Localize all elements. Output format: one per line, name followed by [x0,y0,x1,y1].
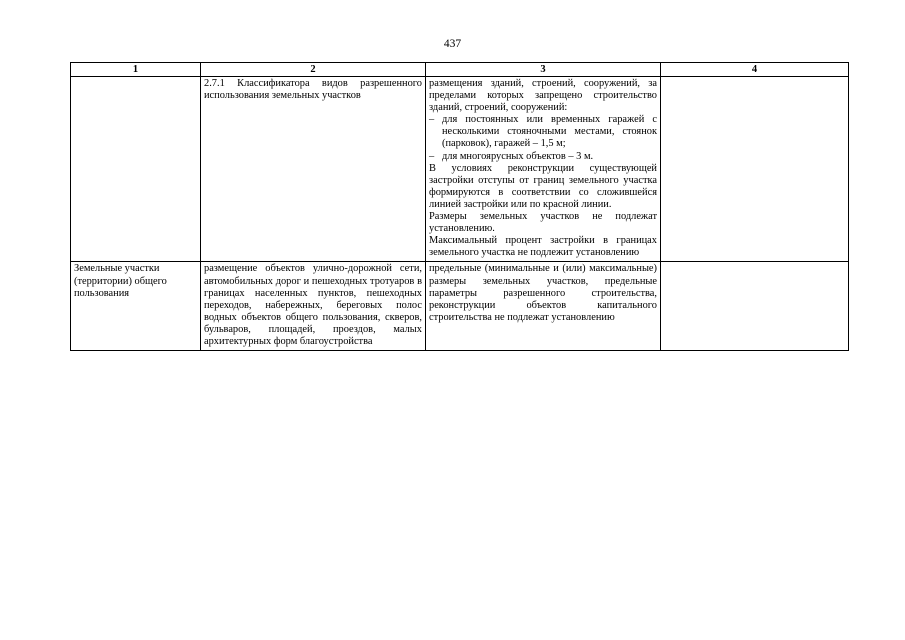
regulations-table [70,62,849,351]
row1-col3-paragraph: В условиях реконструкции существующей застройки отступы от границ земельного участка формируются в соответствии со сложившейся линией застройки или по красной линии. [429,162,657,210]
table-row [71,262,849,351]
header-col-2: 2 [201,63,426,77]
list-item: – для постоянных или временных гаражей с несколькими стояночными местами, стоянок (парковок), гаражей – 1,5 м; [429,114,657,150]
row1-col1-cell [71,77,201,262]
row1-col3-bullet-list [429,114,657,162]
row2-col2-cell: размещение объектов улично-дорожной сети, автомобильных дорог и пешеходных тротуаров в границах населенных пунктов, пешеходных переходов, набережных, береговых полос водных объектов общего пользования, скверов, бульваров, площадей, проездов, малых архитектурных форм благоустройства [201,262,426,351]
table-row [71,77,849,262]
list-item: – для многоярусных объектов – 3 м. [429,151,657,163]
row2-col3-cell: предельные (минимальные и (или) максимальные) размеры земельных участков, предельные параметры разрешенного строительства, реконструкции объектов капитального строительства не подлежат установлению [426,262,661,351]
table-header [71,63,849,77]
page-number: 437 [443,38,462,50]
row2-col1-cell: Земельные участки (территории) общего пользования [71,262,201,351]
row1-col3-paragraph: Максимальный процент застройки в границах земельного участка не подлежит установлению [429,235,657,259]
row1-col3-paragraph: Размеры земельных участков не подлежат установлению. [429,211,657,235]
row1-col3-intro: размещения зданий, строений, сооружений, за пределами которых запрещено строительство зданий, строений, сооружений: [429,78,657,114]
row1-col3-cell [426,77,661,262]
header-col-3: 3 [426,63,661,77]
header-col-1: 1 [71,63,201,77]
header-col-4: 4 [661,63,849,77]
row1-col4-cell [661,77,849,262]
row1-col2-cell: 2.7.1 Классификатора видов разрешенного использования земельных участков [201,77,426,262]
header-row [71,63,849,77]
row2-col4-cell [661,262,849,351]
